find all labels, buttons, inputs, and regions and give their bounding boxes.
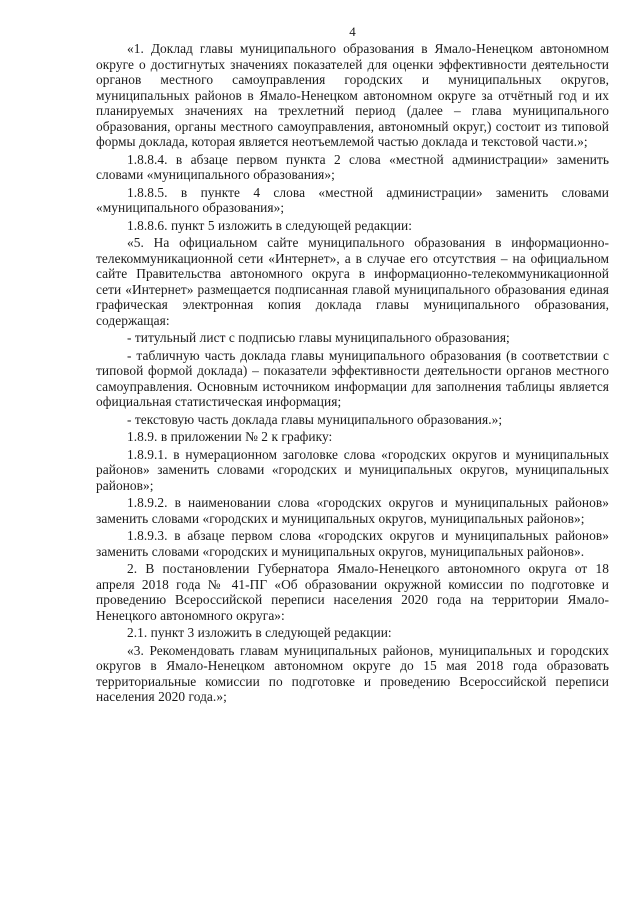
- paragraph: «5. На официальном сайте муниципального образования в информационно-телекоммуникационной сети «Интернет», а в случае его отсутствия – на официальном сайте Правительства автономного округа в информационно-телекоммуникационной сети «Интернет» размещается подписанная главой муниципального образования единая графическая электронная копия доклада главы муниципального образования, содержащая:: [96, 235, 609, 328]
- paragraph: 1.8.8.6. пункт 5 изложить в следующей редакции:: [127, 217, 412, 233]
- paragraph: - титульный лист с подписью главы муниципального образования;: [127, 330, 510, 345]
- paragraph: 2.1. пункт 3 изложить в следующей редакции:: [127, 625, 392, 640]
- paragraph: 1.8.9.3. в абзаце первом слова «городских округов и муниципальных районов» заменить словами «городских и муниципальных округов, муниципальных районов».: [96, 528, 609, 559]
- paragraph: - табличную часть доклада главы муниципального образования (в соответствии с типовой формой доклада) – показатели эффективности деятельности органов местного самоуправления. Основным источником информации для заполнения таблицы является официальная статистическая информация;: [96, 347, 609, 409]
- paragraph: «3. Рекомендовать главам муниципальных районов, муниципальных и городских округов в Ямало-Ненецком автономном округе до 15 мая 2018 года образовать территориальные комиссии по подготовке и проведению Всероссийской переписи населения 2020 года.»;: [96, 642, 609, 704]
- document-body: [96, 41, 609, 705]
- paragraph: «1. Доклад главы муниципального образования в Ямало-Ненецком автономном округе о достигнутых значениях показателей для оценки эффективности деятельности органов местного самоуправления городских и муниципальных округов, муниципальных районов в Ямало-Ненецком автономном округе за отчётный год и их планируемых значениях на трехлетний период (далее – глава муниципального образования, органы местного самоуправления, автономный округ,) состоит из типовой формы доклада, которая является неотъемлемой частью доклада и текстовой части.»;: [96, 41, 609, 149]
- paragraph: 1.8.8.4. в абзаце первом пункта 2 слова «местной администрации» заменить словами «муниципального образования»;: [96, 151, 609, 182]
- paragraph: 1.8.9. в приложении № 2 к графику:: [127, 429, 333, 444]
- paragraph: 2. В постановлении Губернатора Ямало-Ненецкого автономного округа от 18 апреля 2018 года № 41-ПГ «Об образовании окружной комиссии по подготовке и проведению Всероссийской переписи населения 2020 года на территории Ямало-Ненецкого автономного округа»:: [96, 561, 609, 623]
- paragraph: 1.8.9.2. в наименовании слова «городских округов и муниципальных районов» заменить словами «городских и муниципальных округов, муниципальных районов»;: [96, 495, 609, 526]
- paragraph: - текстовую часть доклада главы муниципального образования.»;: [127, 411, 503, 427]
- paragraph: 1.8.9.1. в нумерационном заголовке слова «городских округов и муниципальных районов» заменить словами «городских и муниципальных округов, муниципальных районов»;: [96, 446, 609, 493]
- paragraph: 1.8.8.5. в пункте 4 слова «местной администрации» заменить словами «муниципального образования»;: [96, 184, 609, 215]
- page-number: 4: [349, 24, 356, 39]
